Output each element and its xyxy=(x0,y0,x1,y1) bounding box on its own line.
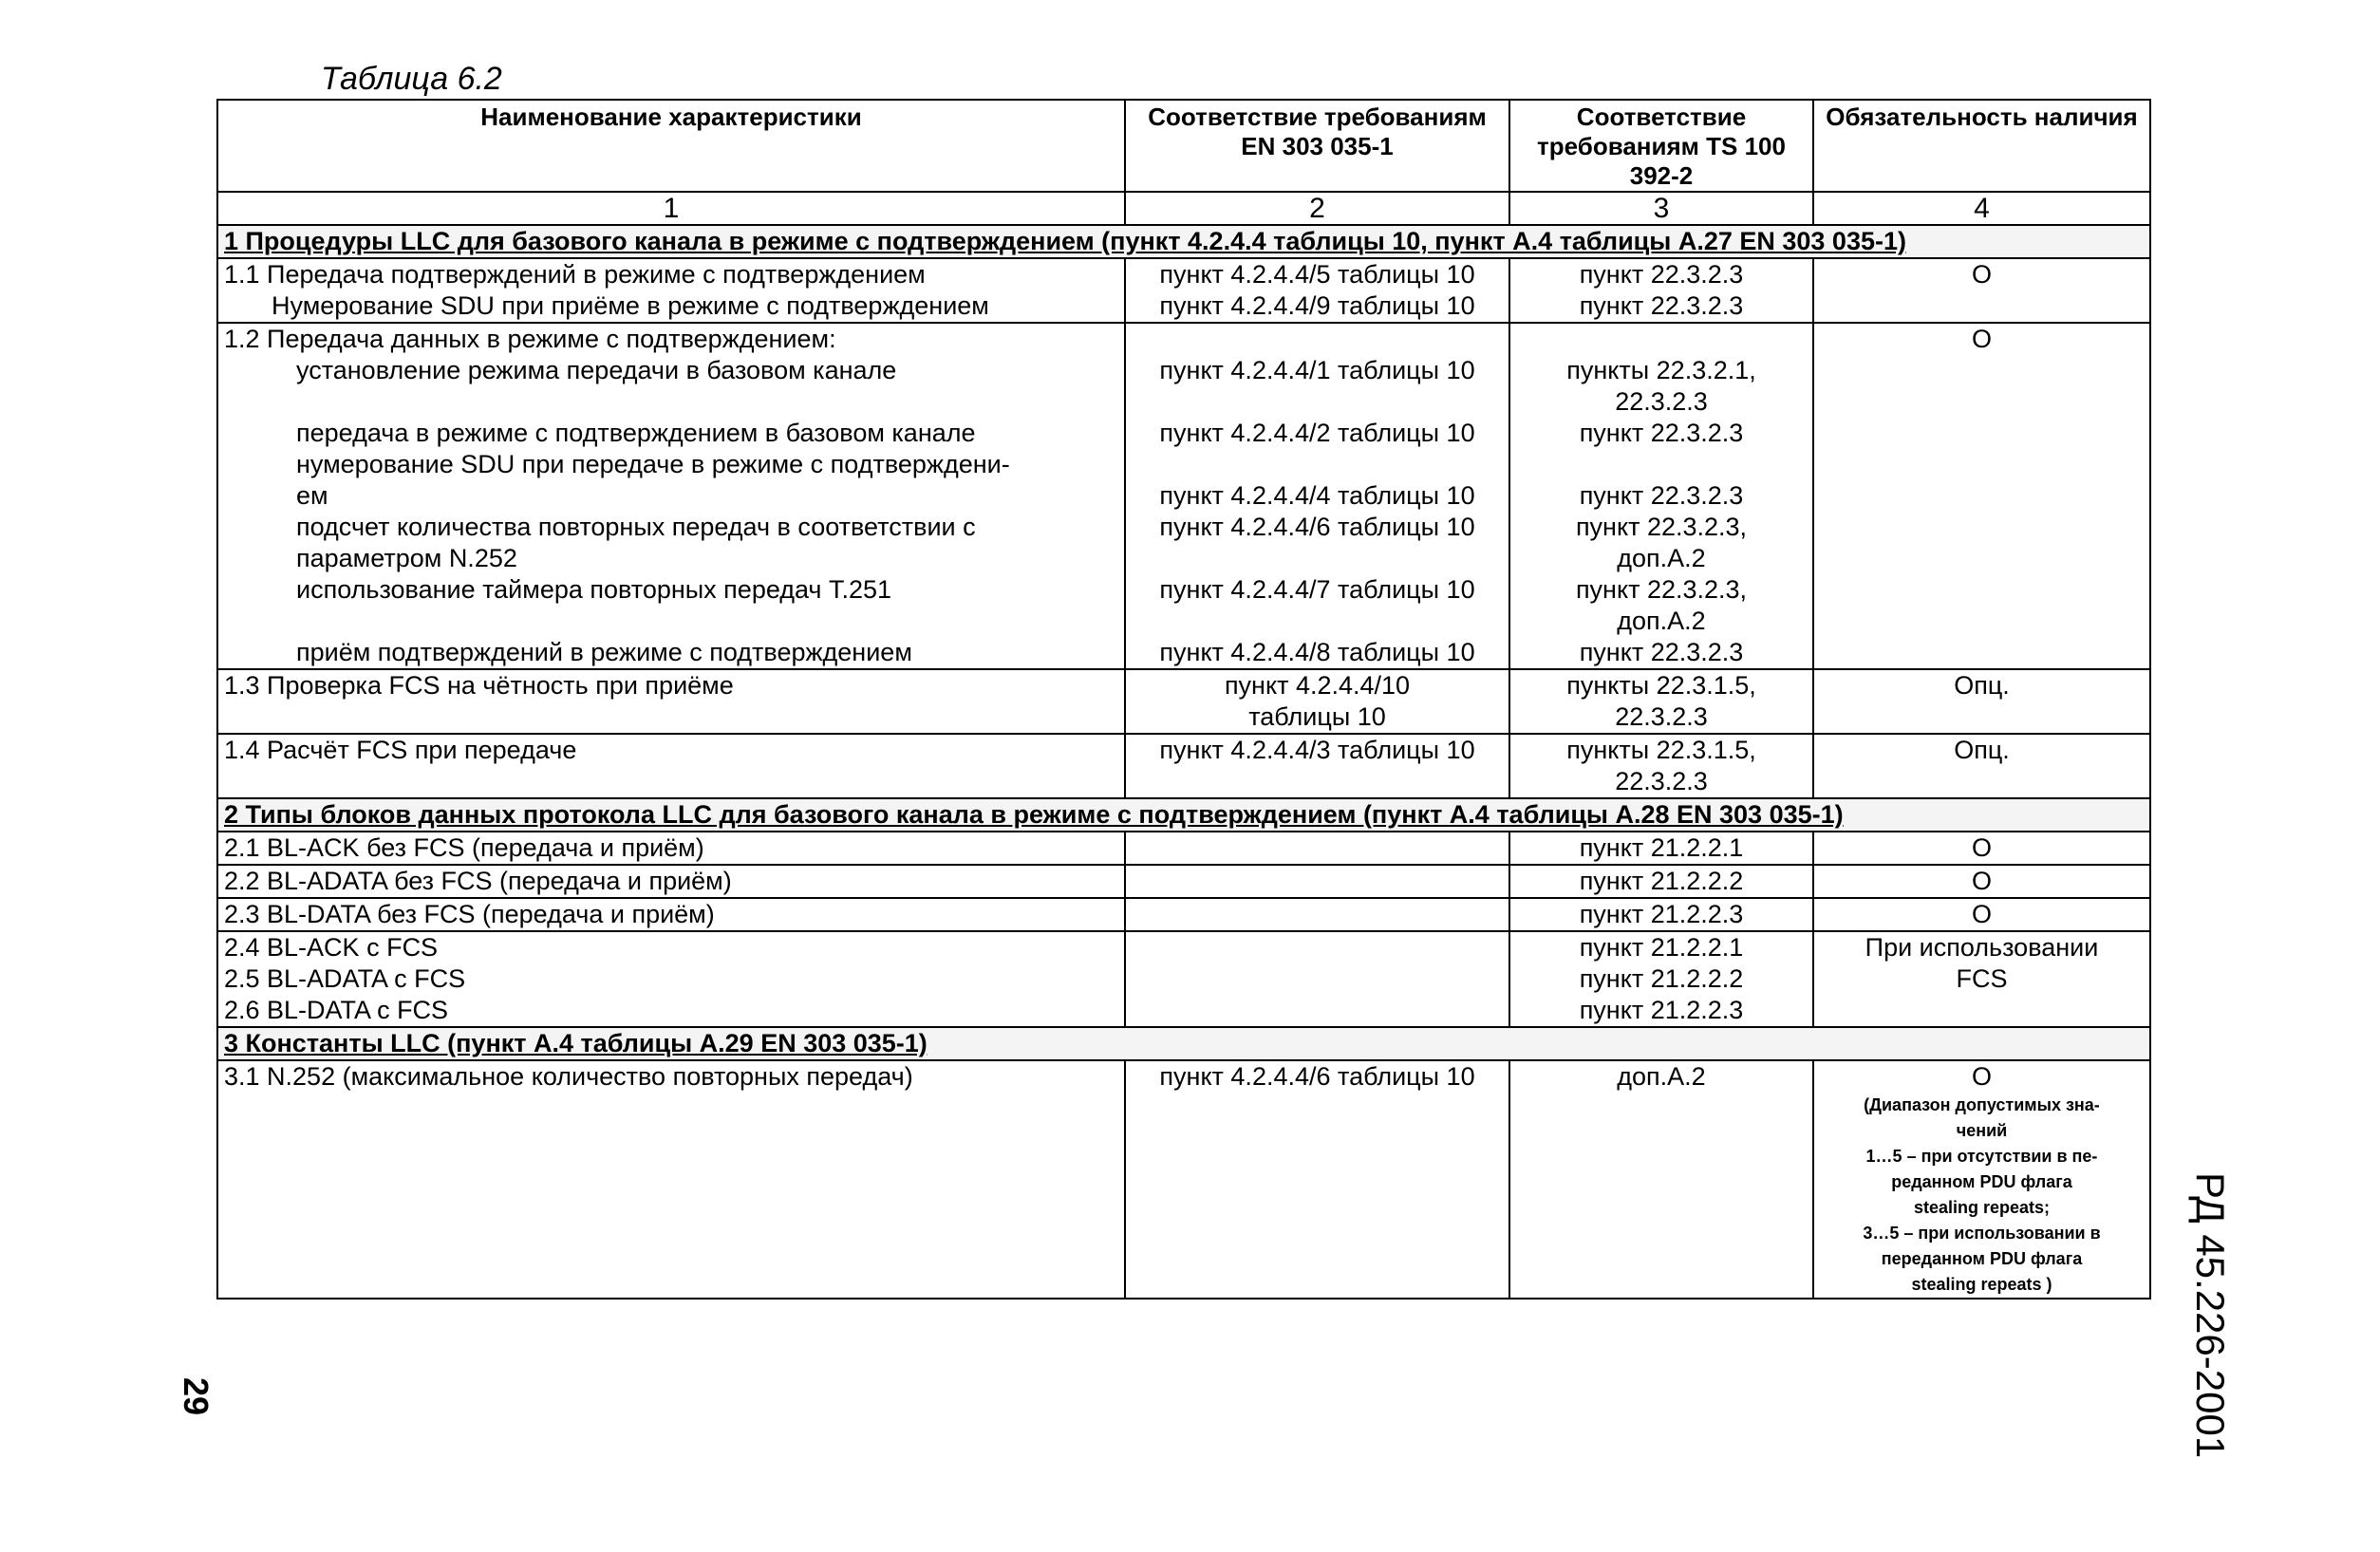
row-req: FCS xyxy=(1956,964,2008,993)
row-ts: пункт 21.2.2.2 xyxy=(1509,865,1813,898)
page-number: 29 xyxy=(177,1376,216,1416)
row-ts: пункт 22.3.2.3 xyxy=(1579,638,1744,666)
section-3-title: 3 Константы LLC (пункт А.4 таблицы А.29 EN 303 035-1) xyxy=(217,1027,2150,1060)
row-name: 1.2 Передача данных в режиме с подтверждением: xyxy=(224,325,836,353)
row-ts: пункт 22.3.2.3 xyxy=(1579,481,1744,510)
table-caption: Таблица 6.2 xyxy=(321,61,502,97)
row-req: О xyxy=(1813,898,2150,931)
row-en: пункт 4.2.4.4/1 таблицы 10 xyxy=(1159,356,1475,384)
row-ts: пункт 21.2.2.2 xyxy=(1579,964,1744,993)
row-en: пункт 4.2.4.4/3 таблицы 10 xyxy=(1125,734,1509,798)
row-name: 2.3 BL-DATA без FCS (передача и приём) xyxy=(217,898,1125,931)
row-ts: пункты 22.3.2.1, xyxy=(1566,356,1756,384)
row-ts: доп.А.2 xyxy=(1509,1060,1813,1299)
row-name: параметром N.252 xyxy=(296,544,517,572)
table-row xyxy=(217,865,2150,898)
range-note-line: stealing repeats ) xyxy=(1911,1275,2052,1294)
row-ts: доп.А.2 xyxy=(1617,544,1706,572)
row-name: 3.1 N.252 (максимальное количество повторных передач) xyxy=(217,1060,1125,1299)
table-row xyxy=(217,898,2150,931)
row-en: пункт 4.2.4.4/8 таблицы 10 xyxy=(1159,638,1475,666)
col-number-2: 2 xyxy=(1125,192,1509,225)
header-name: Наименование характеристики xyxy=(217,100,1125,192)
row-en: пункт 4.2.4.4/6 таблицы 10 xyxy=(1125,1060,1509,1299)
section-row xyxy=(217,1027,2150,1060)
row-ts: пункт 22.3.2.3, xyxy=(1575,513,1748,541)
table-row xyxy=(217,258,2150,323)
row-name: 1.4 Расчёт FCS при передаче xyxy=(217,734,1125,798)
row-en: пункт 4.2.4.4/9 таблицы 10 xyxy=(1159,291,1475,320)
row-ts: 22.3.2.3 xyxy=(1615,702,1708,731)
document-code: РД 45.226-2001 xyxy=(2188,1172,2233,1459)
row-name: использование таймера повторных передач Т.251 xyxy=(296,575,892,604)
header-en: Соответствие требованиям EN 303 035-1 xyxy=(1125,100,1509,192)
section-row xyxy=(217,225,2150,258)
row-en: пункт 4.2.4.4/10 xyxy=(1224,671,1411,700)
row-req: О xyxy=(1813,832,2150,865)
row-en: пункт 4.2.4.4/2 таблицы 10 xyxy=(1159,419,1475,447)
column-number-row xyxy=(217,192,2150,225)
range-note-line: чений xyxy=(1956,1121,2008,1140)
row-req: О xyxy=(1813,323,2150,669)
section-row xyxy=(217,798,2150,832)
row-ts: 22.3.2.3 xyxy=(1615,387,1708,416)
row-ts: пункт 21.2.2.3 xyxy=(1509,898,1813,931)
row-name: 2.4 BL-ACK с FCS xyxy=(224,933,439,962)
row-name: ем xyxy=(296,481,328,510)
range-note-line: (Диапазон допустимых зна- xyxy=(1864,1095,2100,1114)
header-req: Обязательность наличия xyxy=(1813,100,2150,192)
row-ts: пункт 22.3.2.3, xyxy=(1575,575,1748,604)
col-number-3: 3 xyxy=(1509,192,1813,225)
row-name: приём подтверждений в режиме с подтверждением xyxy=(296,638,912,666)
table-row xyxy=(217,323,2150,669)
row-en: пункт 4.2.4.4/4 таблицы 10 xyxy=(1159,481,1475,510)
row-name: 2.2 BL-ADATA без FCS (передача и приём) xyxy=(217,865,1125,898)
range-note-line: переданном PDU флага xyxy=(1881,1249,2083,1268)
table-row xyxy=(217,931,2150,1027)
row-ts: пункт 22.3.2.3 xyxy=(1579,260,1744,289)
row-ts: пункт 22.3.2.3 xyxy=(1579,291,1744,320)
row-ts: 22.3.2.3 xyxy=(1615,767,1708,795)
row-req: О xyxy=(1813,258,2150,323)
row-ts: пункт 22.3.2.3 xyxy=(1579,419,1744,447)
requirements-table xyxy=(216,99,2151,1300)
header-ts: Соответствие требованиям TS 100 392-2 xyxy=(1509,100,1813,192)
row-name: подсчет количества повторных передач в соответствии с xyxy=(296,513,976,541)
col-number-4: 4 xyxy=(1813,192,2150,225)
range-note-line: 3…5 – при использовании в xyxy=(1863,1224,2101,1243)
range-note-line: 1…5 – при отсутствии в пе- xyxy=(1865,1147,2098,1166)
table-row xyxy=(217,1060,2150,1299)
row-ts: доп.А.2 xyxy=(1617,607,1706,635)
row-ts: пункты 22.3.1.5, xyxy=(1566,736,1756,764)
row-req: При использовании xyxy=(1865,933,2099,962)
row-name: 2.1 BL-ACK без FCS (передача и приём) xyxy=(217,832,1125,865)
row-en: пункт 4.2.4.4/6 таблицы 10 xyxy=(1159,513,1475,541)
row-en: пункт 4.2.4.4/5 таблицы 10 xyxy=(1159,260,1475,289)
table-row xyxy=(217,734,2150,798)
range-note-line: stealing repeats; xyxy=(1913,1198,2051,1217)
row-en: пункт 4.2.4.4/7 таблицы 10 xyxy=(1159,575,1475,604)
row-ts: пункт 21.2.2.1 xyxy=(1509,832,1813,865)
header-row xyxy=(217,100,2150,192)
row-en: таблицы 10 xyxy=(1248,702,1386,731)
row-req: О xyxy=(1813,865,2150,898)
row-ts: пункт 21.2.2.1 xyxy=(1579,933,1744,962)
row-name: 1.1 Передача подтверждений в режиме с подтверждением xyxy=(224,260,926,289)
section-1-title: 1 Процедуры LLC для базового канала в режиме с подтверждением (пункт 4.2.4.4 таблицы 10, пункт А.4 таблицы А.27 EN 303 035-1) xyxy=(217,225,2150,258)
table-row xyxy=(217,832,2150,865)
row-ts: пункты 22.3.1.5, xyxy=(1566,671,1756,700)
section-2-title: 2 Типы блоков данных протокола LLC для базового канала в режиме с подтверждением (пункт А.4 таблицы А.28 EN 303 035-1) xyxy=(217,798,2150,832)
row-req: Опц. xyxy=(1813,669,2150,734)
table-row xyxy=(217,669,2150,734)
row-req: О xyxy=(1971,1062,1992,1091)
row-name: передача в режиме с подтверждением в базовом канале xyxy=(296,419,976,447)
row-name: 1.3 Проверка FCS на чётность при приёме xyxy=(217,669,1125,734)
row-name: нумерование SDU при передаче в режиме с подтверждени- xyxy=(296,450,1010,478)
row-name: установление режима передачи в базовом канале xyxy=(296,356,897,384)
range-note-line: реданном PDU флага xyxy=(1891,1172,2072,1191)
row-name: Нумерование SDU при приёме в режиме с подтверждением xyxy=(272,291,989,320)
col-number-1: 1 xyxy=(217,192,1125,225)
row-name: 2.5 BL-ADATA с FCS xyxy=(224,964,466,993)
row-req: Опц. xyxy=(1813,734,2150,798)
row-ts: пункт 21.2.2.3 xyxy=(1579,996,1744,1024)
row-name: 2.6 BL-DATA с FCS xyxy=(224,996,449,1024)
